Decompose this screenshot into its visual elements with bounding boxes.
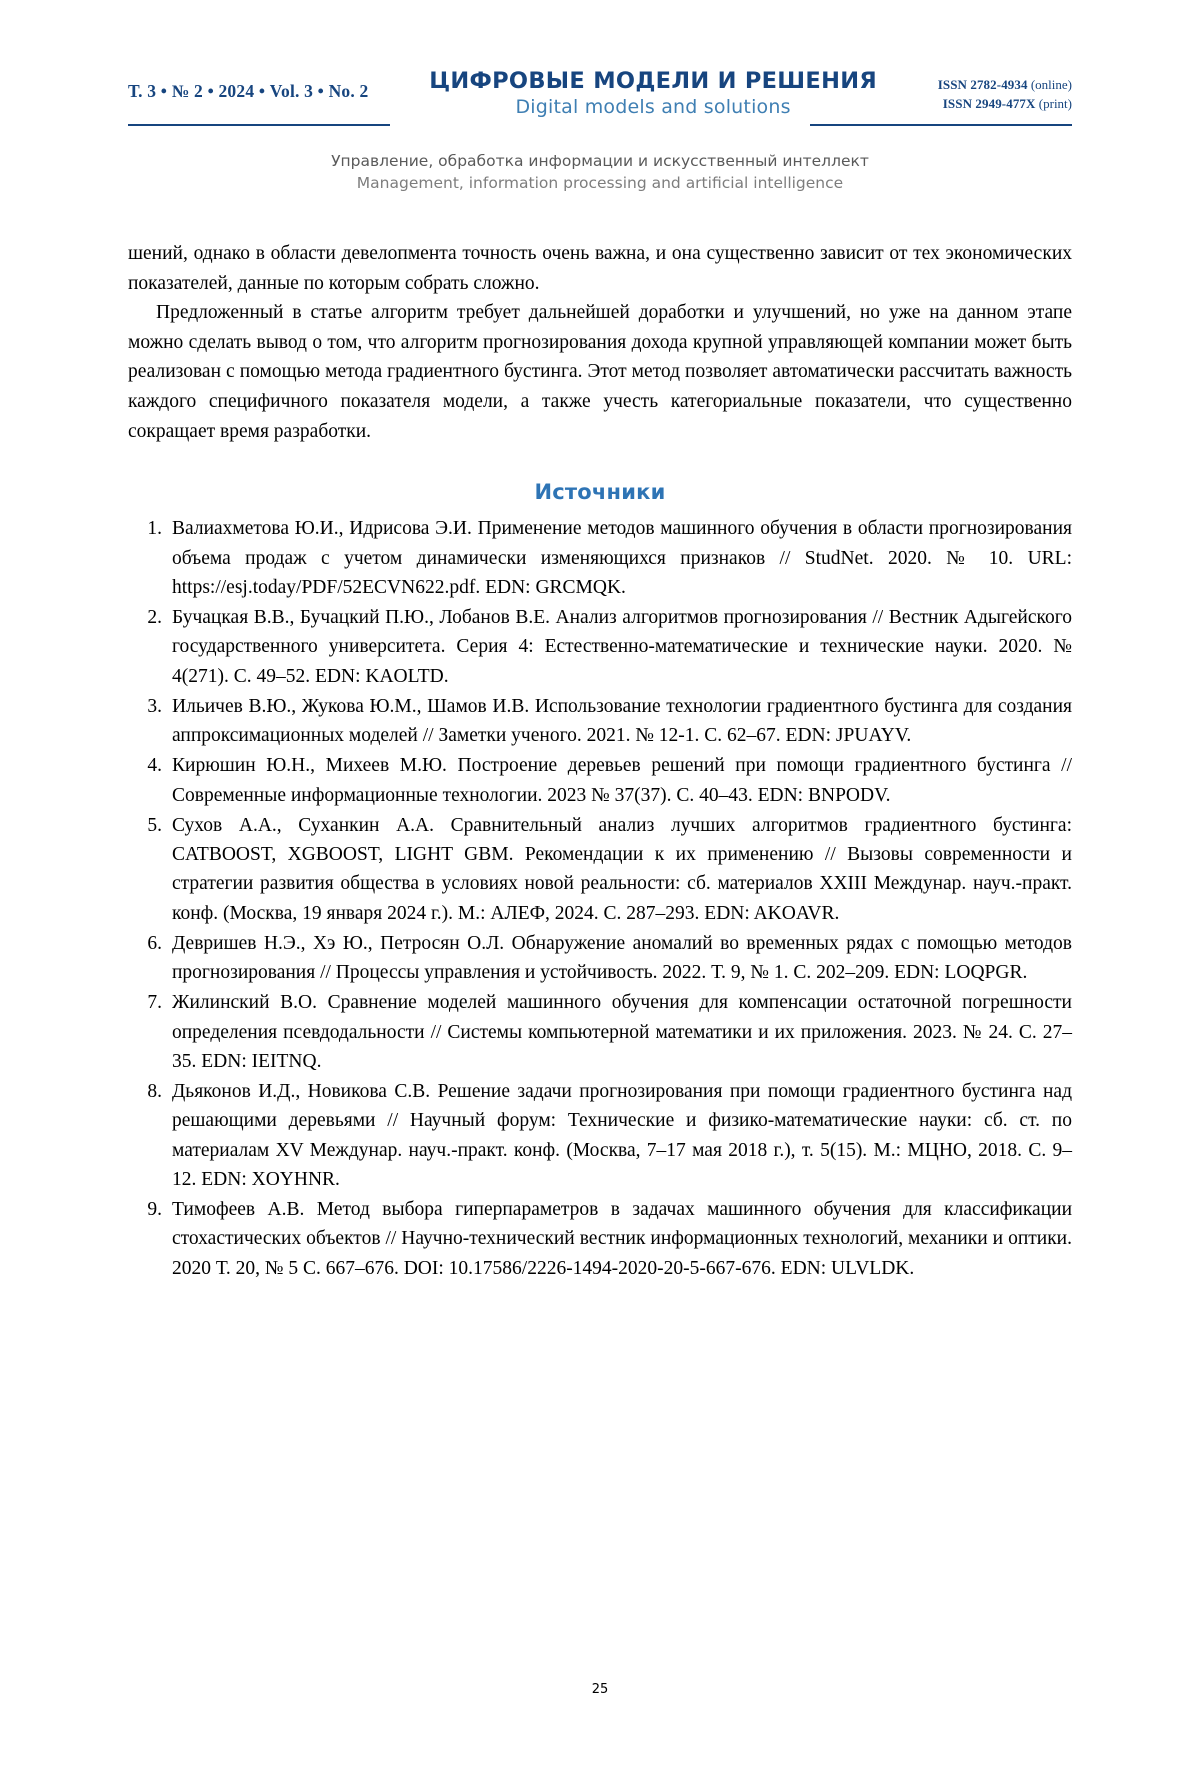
journal-title-ru: ЦИФРОВЫЕ МОДЕЛИ И РЕШЕНИЯ	[429, 68, 877, 94]
rule-left	[128, 124, 390, 126]
running-section-heads	[0, 150, 1200, 195]
sources-heading: Источники	[534, 480, 666, 505]
list-item	[128, 811, 1072, 928]
reference-number: 4.	[147, 755, 162, 777]
reference-text: Бучацкая В.В., Бучацкий П.Ю., Лобанов В.Е. Анализ алгоритмов прогнозирования // Вестник Адыгейского государственного университета. Серия 4: Естественно-математические и технические науки. 2020. № 4(271). С. 49–52. EDN: KAOLTD.	[172, 607, 1072, 687]
reference-number: 9.	[147, 1199, 162, 1221]
body-paragraph-1: шений, однако в области девелопмента точность очень важна, и она существенно зависит от тех экономических показателей, данные по которым собрать сложно.	[128, 242, 1072, 294]
list-item	[128, 514, 1072, 602]
list-item	[128, 603, 1072, 691]
list-item	[128, 929, 1072, 988]
reference-number: 8.	[147, 1081, 162, 1103]
reference-number: 1.	[147, 518, 162, 540]
section-head-ru: Управление, обработка информации и искусственный интеллект	[331, 152, 869, 170]
journal-title-en: Digital models and solutions	[515, 95, 791, 118]
masthead-rules	[128, 124, 1072, 134]
reference-text: Жилинский В.О. Сравнение моделей машинного обучения для компенсации остаточной погрешности определения псевдодальности // Системы компьютерной математики и их приложения. 2023. № 24. С. 27–35. EDN: IEITNQ.	[172, 992, 1072, 1072]
list-item	[128, 988, 1072, 1076]
list-item	[128, 692, 1072, 751]
issn-print-value: ISSN 2949-477X	[942, 95, 1036, 111]
reference-text: Кирюшин Ю.Н., Михеев М.Ю. Построение деревьев решений при помощи градиентного бустинга // Современные информационные технологии. 2023 № 37(37). С. 40–43. EDN: BNPODV.	[172, 755, 1072, 806]
issn-block	[938, 72, 1072, 114]
list-item	[128, 1195, 1072, 1283]
issue-info: Т. 3 • № 2 • 2024 • Vol. 3 • No. 2	[128, 81, 369, 101]
issn-online-line	[938, 76, 1072, 95]
reference-text: Дьяконов И.Д., Новикова С.В. Решение задачи прогнозирования при помощи градиентного бустинга над решающими деревьями // Научный форум: Технические и физико-математические науки: сб. ст. по материалам XV Междунар. науч.-практ. конф. (Москва, 7–17 мая 2018 г.), т. 5(15). М.: МЦНО, 2018. С. 9–12. EDN: XOYHNR.	[172, 1081, 1072, 1190]
reference-number: 6.	[147, 932, 162, 954]
reference-text: Девришев Н.Э., Хэ Ю., Петросян О.Л. Обнаружение аномалий во временных рядах с помощью методов прогнозирования // Процессы управления и устойчивость. 2022. Т. 9, № 1. С. 202–209. EDN: LOQPGR.	[172, 932, 1072, 984]
reference-text: Валиахметова Ю.И., Идрисова Э.И. Применение методов машинного обучения в области прогнозирования объема продаж с учетом динамически изменяющихся признаков // StudNet. 2020. № 10. URL: https://esj.today/PDF/52ECVN622.pdf. EDN: GRCMQK.	[172, 518, 1072, 598]
issn-online-value: ISSN 2782-4934	[937, 77, 1028, 92]
document-page	[0, 68, 1200, 1769]
issn-print-line	[938, 95, 1072, 114]
list-item	[128, 751, 1072, 810]
rule-right	[810, 124, 1072, 126]
issn-print-note: (print)	[1038, 95, 1072, 111]
reference-number: 7.	[147, 992, 162, 1014]
body-paragraph-2: Предложенный в статье алгоритм требует дальнейшей доработки и улучшений, но уже на данном этапе можно сделать вывод о том, что алгоритм прогнозирования дохода крупной управляющей компании может быть реализован с помощью метода градиентного бустинга. Этот метод позволяет автоматически рассчитать важность каждого специфичного показателя модели, а также учесть категориальные показатели, что существенно сокращает время разработки.	[128, 302, 1072, 442]
journal-title-block	[368, 69, 937, 119]
list-item	[128, 1077, 1072, 1194]
references-list	[128, 514, 1072, 1283]
journal-masthead	[128, 68, 1072, 124]
reference-number: 5.	[147, 814, 162, 836]
reference-number: 2.	[147, 607, 162, 629]
reference-text: Ильичев В.Ю., Жукова Ю.М., Шамов И.В. Использование технологии градиентного бустинга для создания аппроксимационных моделей // Заметки ученого. 2021. № 12-1. С. 62–67. EDN: JPUAYV.	[172, 695, 1072, 747]
reference-number: 3.	[147, 695, 162, 717]
reference-text: Тимофеев А.В. Метод выбора гиперпараметров в задачах машинного обучения для классификации стохастических объектов // Научно-технический вестник информационных технологий, механики и оптики. 2020 Т. 20, № 5 С. 667–676. DOI: 10.17586/2226-1494-2020-20-5-667-676. EDN: ULVLDK.	[172, 1199, 1072, 1279]
issn-online-note: (online)	[1030, 77, 1072, 92]
page-number: 25	[591, 1682, 609, 1697]
reference-text: Сухов А.А., Суханкин А.А. Сравнительный анализ лучших алгоритмов градиентного бустинга: CATBOOST, XGBOOST, LIGHT GBM. Рекомендации к их применению // Вызовы современности и стратегии развития общества в условиях новой реальности: сб. материалов XXIII Междунар. науч.-практ. конф. (Москва, 19 января 2024 г.). М.: АЛЕФ, 2024. С. 287–293. EDN: AKOAVR.	[172, 814, 1072, 924]
page-content	[128, 239, 1072, 1283]
section-head-en: Management, information processing and artificial intelligence	[356, 174, 844, 193]
